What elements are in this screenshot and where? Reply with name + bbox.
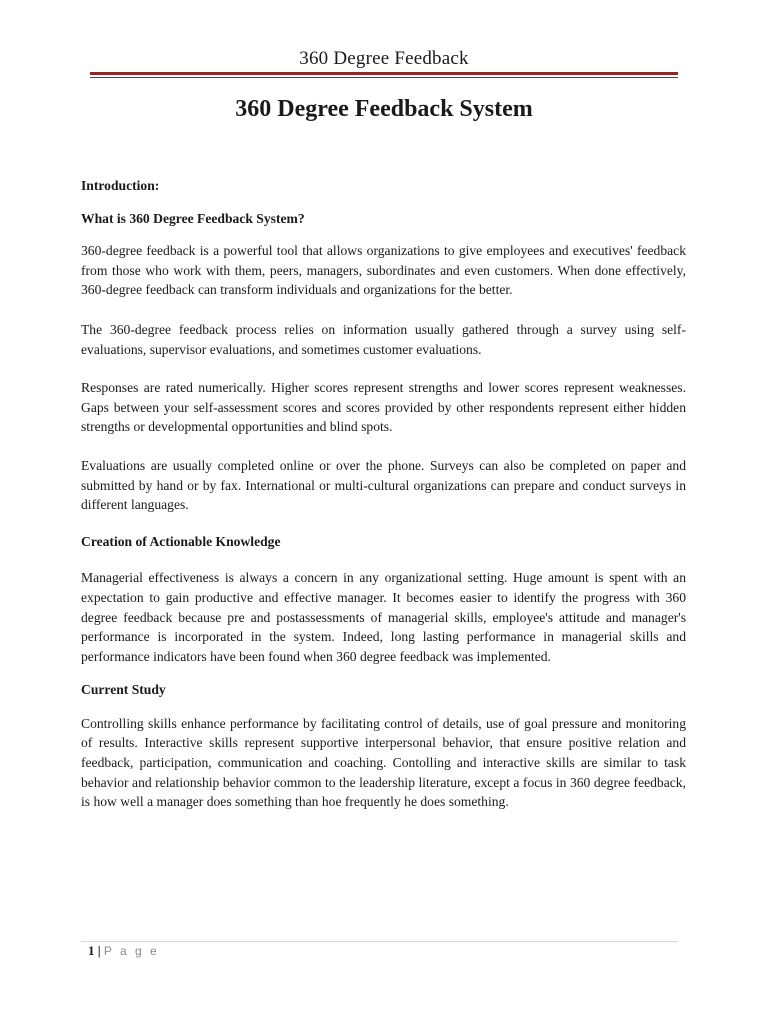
paragraph-4: Evaluations are usually completed online or over the phone. Surveys can also be completed on paper and submitted by hand or by fax. International or multi-cultural organizations can prepare and conduct surveys in different languages. — [81, 457, 686, 513]
footer-separator: | — [97, 943, 101, 958]
page-word: P a g e — [103, 944, 160, 958]
paragraph-2: The 360-degree feedback process relies on information usually gathered through a survey using self-evaluations, supervisor evaluations, and sometimes customer evaluations. — [81, 321, 686, 357]
page-number: 1 — [88, 943, 95, 958]
paragraph-1: 360-degree feedback is a powerful tool that allows organizations to give employees and executives' feedback from those who work with them, peers, managers, subordinates and even customers. When done effectively, 360-degree feedback can transform individuals and organizations for the better. — [81, 243, 686, 298]
page-footer — [88, 943, 159, 959]
introduction-heading: Introduction: — [81, 178, 160, 193]
what-is-heading: What is 360 Degree Feedback System? — [81, 210, 305, 226]
paragraph-5: Managerial effectiveness is always a concern in any organizational setting. Huge amount is spent with an expectation to gain productive and effective manager. It becomes easier to identify the progress with 360 degree feedback because pre and postassessments of managerial skills, employee's attitude and manager's performance is incorporated in the system. Indeed, long lasting performance in managerial skills and performance indicators have been found when 360 degree feedback was implemented. — [81, 570, 686, 664]
document-body — [81, 176, 686, 812]
header-rule-thick — [90, 72, 678, 75]
actionable-knowledge-heading: Creation of Actionable Knowledge — [81, 533, 281, 549]
current-study-heading: Current Study — [81, 682, 166, 698]
paragraph-3: Responses are rated numerically. Higher scores represent strengths and lower scores represent weaknesses. Gaps between your self-assessment scores and scores provided by other respondents represent either hidden strengths or developmental opportunities and blind spots. — [81, 380, 686, 435]
running-header: 360 Degree Feedback — [299, 48, 469, 69]
footer-rule — [81, 941, 678, 942]
header-rule-thin — [90, 77, 678, 78]
paragraph-6: Controlling skills enhance performance by facilitating control of details, use of goal pressure and monitoring of results. Interactive skills represent supportive interpersonal behavior, that ensure positive relation and feedback, participation, communication and coaching. Contolling and interactive skills are similar to task behavior and relationship behavior common to the leadership literature, except a focus in 360 degree feedback, is how well a manager does something than hoe frequently he does something. — [81, 715, 686, 810]
document-title: 360 Degree Feedback System — [235, 96, 533, 122]
